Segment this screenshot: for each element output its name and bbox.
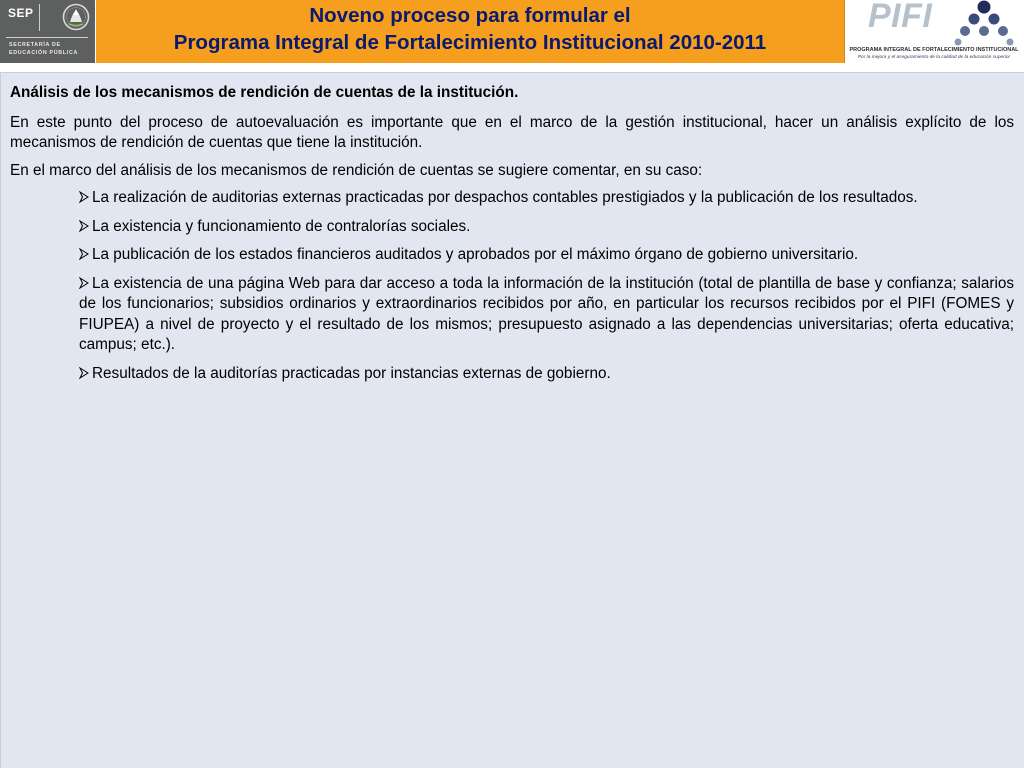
slide-header — [0, 0, 1024, 66]
bullet-list — [79, 188, 1014, 384]
arrowhead-bullet-icon — [79, 245, 91, 266]
bullet-item — [79, 364, 1014, 385]
sep-logo — [0, 0, 95, 63]
arrowhead-bullet-icon — [79, 188, 91, 209]
bullet-text: La realización de auditorias externas practicadas por despachos contables prestigiados y la publicación de los resultados. — [92, 189, 918, 206]
sep-acronym: SEP — [8, 6, 34, 20]
section-heading: Análisis de los mecanismos de rendición de cuentas de la institución. — [10, 84, 519, 101]
slide-title-line2: Programa Integral de Fortalecimiento Institucional 2010-2011 — [173, 31, 767, 54]
arrowhead-bullet-icon — [79, 364, 91, 385]
bullet-text: Resultados de la auditorías practicadas por instancias externas de gobierno. — [92, 364, 611, 382]
bullet-item — [79, 245, 1014, 266]
bullet-text: La existencia de una página Web para dar acceso a toda la información de la institución (total de plantilla de base y confianza; salarios de los funcionarios; subsidios ordinarios y extraordinarios recibidos por año, en particular los recursos recibidos por el PIFI (FOMES y FIUPEA) a nivel de proyecto y el resultado de los mismos; presupuesto asignado a las dependencias universitarias; oferta educativa; campus; etc.). — [79, 274, 1014, 353]
bullet-text: La existencia y funcionamiento de contralorías sociales. — [92, 217, 471, 235]
mexican-coat-of-arms-icon — [61, 3, 91, 31]
sep-logo-divider — [39, 4, 40, 31]
pifi-subcaption: Por la mejora y el aseguramiento de la calidad de la educación superior — [857, 55, 1011, 60]
bullet-item — [79, 217, 1014, 238]
pifi-logo — [846, 0, 1022, 64]
lead-in-paragraph: En el marco del análisis de los mecanismos de rendición de cuentas se sugiere comentar, en su caso: — [10, 161, 703, 179]
slide-title-line1: Noveno proceso para formular el — [309, 4, 631, 27]
arrowhead-bullet-icon — [79, 217, 91, 238]
slide-body — [10, 83, 1014, 392]
pifi-figures-emblem — [954, 0, 1014, 46]
sep-logo-rule — [6, 37, 88, 38]
bullet-item — [79, 274, 1014, 356]
sep-subtitle-line1: SECRETARÍA DE — [9, 42, 61, 48]
bullet-item — [79, 188, 1014, 209]
pifi-wordmark: PIFI — [868, 0, 933, 35]
pifi-caption: PROGRAMA INTEGRAL DE FORTALECIMIENTO INSTITUCIONAL — [849, 47, 1019, 53]
title-band — [96, 0, 845, 63]
sep-subtitle — [9, 41, 78, 57]
intro-paragraph: En este punto del proceso de autoevaluación es importante que en el marco de la gestión institucional, hacer un análisis explícito de los mecanismos de rendición de cuentas que tiene la institución. — [10, 113, 1014, 151]
sep-subtitle-line2: EDUCACIÓN PÚBLICA — [9, 50, 78, 56]
arrowhead-bullet-icon — [79, 274, 91, 295]
bullet-text: La publicación de los estados financieros auditados y aprobados por el máximo órgano de gobierno universitario. — [92, 246, 859, 263]
